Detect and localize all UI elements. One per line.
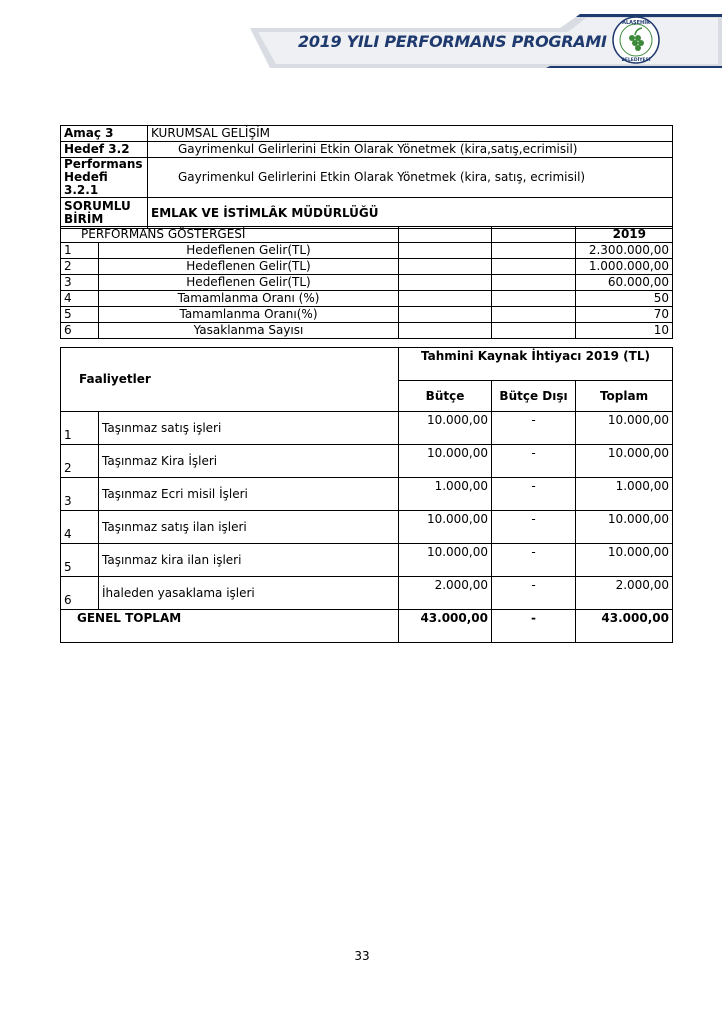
activity-off-budget: -	[492, 544, 576, 577]
indicator-name: Tamamlanma Oranı (%)	[99, 291, 399, 307]
activity-no: 2	[61, 445, 99, 478]
empty-cell	[492, 291, 576, 307]
sorumlu-label	[61, 198, 148, 229]
activity-row	[61, 412, 673, 445]
empty-cell	[399, 275, 492, 291]
indicator-row	[61, 243, 673, 259]
activity-name: İhaleden yasaklama işleri	[99, 577, 399, 610]
col-budget: Bütçe	[399, 381, 492, 412]
empty-cell	[399, 259, 492, 275]
activity-off-budget: -	[492, 577, 576, 610]
empty-cell	[399, 323, 492, 339]
indicator-no: 3	[61, 275, 99, 291]
page-number: 33	[354, 949, 370, 963]
activity-total: 10.000,00	[576, 544, 673, 577]
grand-total-budget: 43.000,00	[399, 610, 492, 643]
empty-cell	[399, 243, 492, 259]
activity-off-budget: -	[492, 412, 576, 445]
activity-row	[61, 445, 673, 478]
indicator-row	[61, 307, 673, 323]
indicator-row	[61, 323, 673, 339]
col-off-budget: Bütçe Dışı	[492, 381, 576, 412]
indicator-row	[61, 291, 673, 307]
activity-row	[61, 511, 673, 544]
amac-row	[61, 126, 673, 142]
indicator-no: 1	[61, 243, 99, 259]
indicator-row	[61, 259, 673, 275]
activity-total: 2.000,00	[576, 577, 673, 610]
col-total: Toplam	[576, 381, 673, 412]
activity-name: Taşınmaz satış ilan işleri	[99, 511, 399, 544]
activity-name: Taşınmaz Kira İşleri	[99, 445, 399, 478]
hedef-label: Hedef 3.2	[61, 142, 148, 158]
indicators-header-label: PERFORMANS GÖSTERGESİ	[61, 227, 399, 243]
activity-off-budget: -	[492, 478, 576, 511]
indicator-value: 50	[576, 291, 673, 307]
logo-bottom-text: BELEDİYESİ	[621, 58, 651, 63]
sorumlu-row	[61, 198, 673, 229]
indicator-name: Hedeflenen Gelir(TL)	[99, 275, 399, 291]
sorumlu-value: EMLAK VE İSTİMLÂK MÜDÜRLÜĞÜ	[148, 198, 673, 229]
activity-budget: 1.000,00	[399, 478, 492, 511]
empty-cell	[492, 275, 576, 291]
activities-label: Faaliyetler	[61, 348, 399, 412]
activity-no: 5	[61, 544, 99, 577]
grand-total-off-budget: -	[492, 610, 576, 643]
indicator-row	[61, 275, 673, 291]
header-banner	[250, 14, 722, 68]
indicators-header-row	[61, 227, 673, 243]
empty-cell	[399, 291, 492, 307]
amac-label: Amaç 3	[61, 126, 148, 142]
municipality-logo	[612, 16, 660, 64]
grand-total-row	[61, 610, 673, 643]
indicator-no: 4	[61, 291, 99, 307]
activity-no: 6	[61, 577, 99, 610]
performans-row	[61, 158, 673, 198]
resource-header: Tahmini Kaynak İhtiyacı 2019 (TL)	[399, 348, 673, 381]
grand-total-total: 43.000,00	[576, 610, 673, 643]
performans-label-line2: Hedefi 3.2.1	[64, 170, 108, 197]
activity-budget: 10.000,00	[399, 412, 492, 445]
activity-budget: 10.000,00	[399, 511, 492, 544]
activities-header-row	[61, 348, 673, 381]
indicator-value: 2.300.000,00	[576, 243, 673, 259]
grand-total-label: GENEL TOPLAM	[61, 610, 399, 643]
indicator-name: Yasaklanma Sayısı	[99, 323, 399, 339]
logo-top-text: ALAŞEHİR	[622, 20, 650, 26]
sorumlu-label-line1: SORUMLU	[64, 199, 131, 213]
activity-budget: 2.000,00	[399, 577, 492, 610]
activity-row	[61, 478, 673, 511]
empty-cell	[399, 307, 492, 323]
empty-cell	[492, 243, 576, 259]
activity-budget: 10.000,00	[399, 445, 492, 478]
empty-cell	[399, 227, 492, 243]
activity-row	[61, 544, 673, 577]
indicator-value: 1.000.000,00	[576, 259, 673, 275]
empty-cell	[492, 259, 576, 275]
indicator-no: 6	[61, 323, 99, 339]
indicator-name: Tamamlanma Oranı(%)	[99, 307, 399, 323]
sorumlu-label-line2: BİRİM	[64, 212, 104, 226]
banner-title: 2019 YILI PERFORMANS PROGRAMI	[298, 32, 607, 51]
indicator-value: 10	[576, 323, 673, 339]
empty-cell	[492, 307, 576, 323]
activity-off-budget: -	[492, 445, 576, 478]
activity-name: Taşınmaz satış işleri	[99, 412, 399, 445]
performans-value: Gayrimenkul Gelirlerini Etkin Olarak Yönetmek (kira, satış, ecrimisil)	[148, 158, 673, 198]
activity-total: 10.000,00	[576, 412, 673, 445]
indicator-name: Hedeflenen Gelir(TL)	[99, 243, 399, 259]
performans-label	[61, 158, 148, 198]
empty-cell	[492, 323, 576, 339]
indicator-no: 5	[61, 307, 99, 323]
activity-total: 10.000,00	[576, 445, 673, 478]
amac-value: KURUMSAL GELİŞİM	[148, 126, 673, 142]
activity-no: 1	[61, 412, 99, 445]
indicator-value: 70	[576, 307, 673, 323]
activity-total: 10.000,00	[576, 511, 673, 544]
activity-no: 3	[61, 478, 99, 511]
activity-budget: 10.000,00	[399, 544, 492, 577]
activity-name: Taşınmaz kira ilan işleri	[99, 544, 399, 577]
hedef-value: Gayrimenkul Gelirlerini Etkin Olarak Yönetmek (kira,satış,ecrimisil)	[148, 142, 673, 158]
empty-cell	[492, 227, 576, 243]
indicator-name: Hedeflenen Gelir(TL)	[99, 259, 399, 275]
performans-label-line1: Performans	[64, 157, 143, 171]
indicator-value: 60.000,00	[576, 275, 673, 291]
activity-name: Taşınmaz Ecri misil İşleri	[99, 478, 399, 511]
activity-total: 1.000,00	[576, 478, 673, 511]
goal-info-table	[60, 125, 673, 229]
indicator-no: 2	[61, 259, 99, 275]
activities-table	[60, 347, 673, 643]
activity-row	[61, 577, 673, 610]
activity-no: 4	[61, 511, 99, 544]
indicators-year: 2019	[576, 227, 673, 243]
activity-off-budget: -	[492, 511, 576, 544]
hedef-row	[61, 142, 673, 158]
performance-indicators-table	[60, 226, 673, 339]
